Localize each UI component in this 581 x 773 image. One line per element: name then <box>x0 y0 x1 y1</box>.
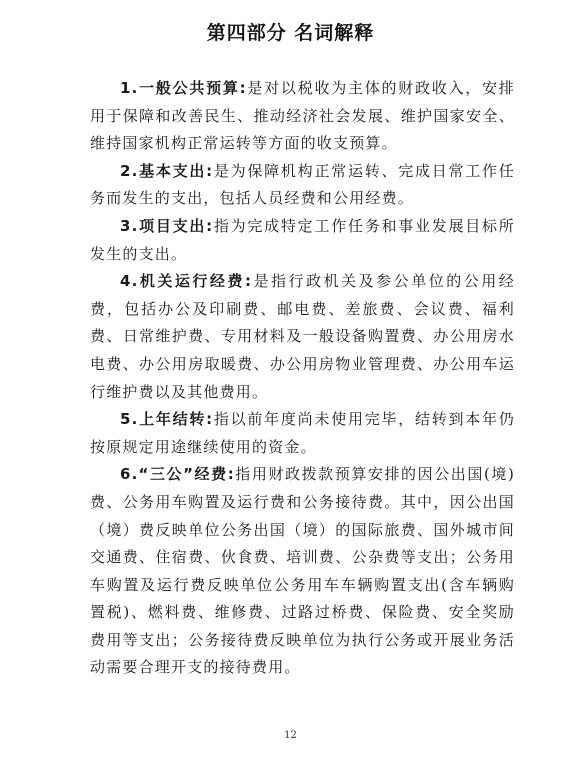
definition-text: 指以前年度尚未使用完毕，结转到本年仍按原规定用途继续使用的资金。 <box>90 410 515 456</box>
definitions-body <box>90 75 515 682</box>
definition-term: 6.“三公”经费: <box>120 465 235 484</box>
definition-general-public-budget <box>90 75 515 158</box>
definition-three-public-expenses <box>90 461 515 682</box>
definition-term: 5.上年结转: <box>120 410 214 429</box>
definition-carryover <box>90 406 515 461</box>
definition-term: 4.机关运行经费: <box>120 272 253 291</box>
definition-text: 是为保障机构正常运转、完成日常工作任务而发生的支出，包括人员经费和公用经费。 <box>90 161 515 208</box>
definition-text: 是对以税收为主体的财政收入，安排用于保障和改善民生、推动经济社会发展、维护国家安全、维持国家机构正常运转等方面的收支预算。 <box>90 79 516 153</box>
page-number: 12 <box>284 730 297 741</box>
definition-text: 指用财政拨款预算安排的因公出国(境)费、公务用车购置及运行费和公务接待费。其中，因公出国（境）费反映单位公务出国（境）的国际旅费、国外城市间交通费、住宿费、伙食费、培训费、公杂费等支出；公务用车购置及运行费反映单位公务用车车辆购置支出(含车辆购置税)、燃料费、维修费、过路过桥费、保险费、安全奖励费用等支出；公务接待费反映单位为执行公务或开展业务活动需要合理开支的接待费用。 <box>90 465 516 677</box>
definition-term: 1.一般公共预算: <box>120 79 247 97</box>
definition-term: 3.项目支出: <box>120 216 214 235</box>
page-title: 第四部分 名词解释 <box>206 22 375 44</box>
definition-project-expenditure <box>90 213 515 268</box>
definition-basic-expenditure <box>90 158 515 213</box>
definition-text: 是指行政机关及参公单位的公用经费，包括办公及印刷费、邮电费、差旅费、会议费、福利费、日常维护费、专用材料及一般设备购置费、办公用房水电费、办公用房取暖费、办公用房物业管理费、办公用车运行维护费以及其他费用。 <box>90 272 515 401</box>
definition-operating-expenses <box>90 268 515 406</box>
definition-term: 2.基本支出: <box>120 161 214 180</box>
definition-text: 指为完成特定工作任务和事业发展目标所发生的支出。 <box>90 216 515 263</box>
